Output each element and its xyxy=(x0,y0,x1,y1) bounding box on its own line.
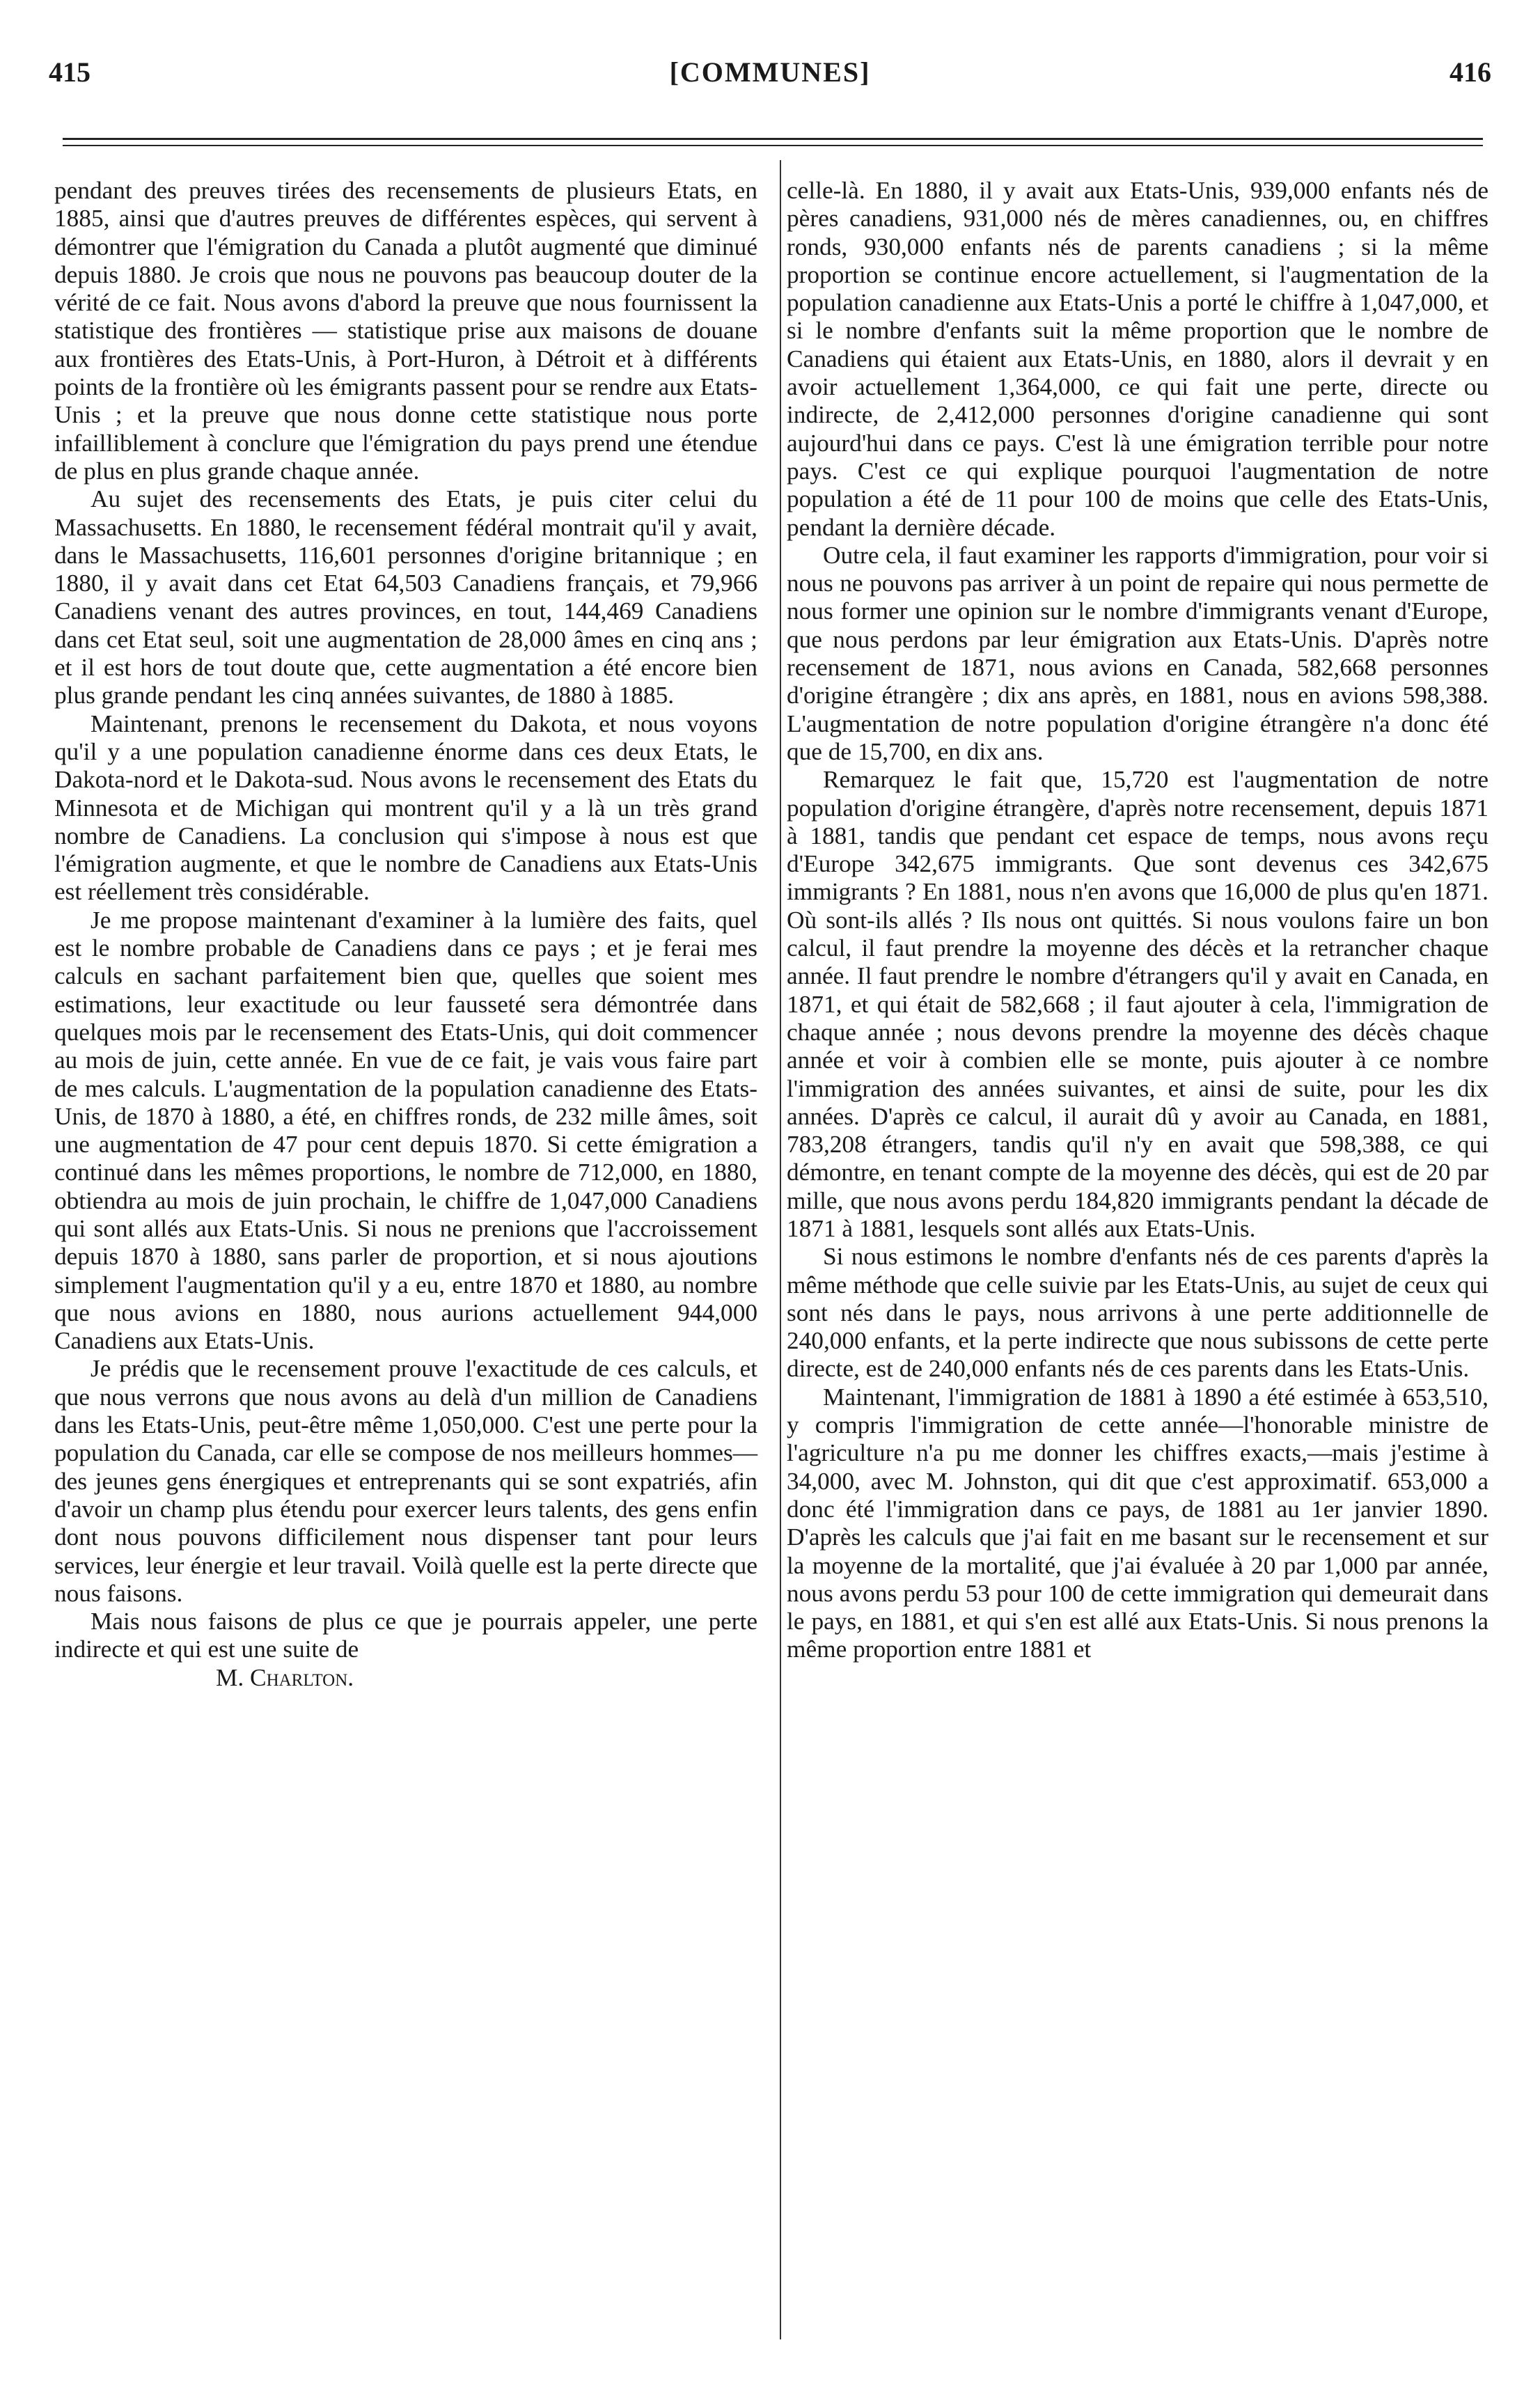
column-divider xyxy=(780,160,781,2339)
paragraph: Remarquez le fait que, 15,720 est l'augmentation de notre population d'origine étrangère, d'après notre recensement, depuis 1871 à 1881, tandis que pendant cet espace de temps, nous avons reçu d'Europe 342,675 immigrants. Que sont devenus ces 342,675 immigrants ? En 1881, nous n'en avons que 16,000 de plus qu'en 1871. Où sont-ils allés ? Ils nous ont quittés. Si nous voulons faire un bon calcul, il faut prendre la moyenne des décès et la retrancher chaque année. Il faut prendre le nombre d'étrangers qu'il y avait en Canada, en 1871, et qui était de 582,668 ; il faut ajouter à cela, l'immigration de chaque année ; nous devons prendre la moyenne des décès chaque année et voir à combien elle se monte, puis ajouter à ce nombre l'immigration des années suivantes, et ainsi de suite, pour les dix années. D'après ce calcul, il aurait dû y avoir au Canada, en 1881, 783,208 étrangers, tandis qu'il n'y en avait que 598,388, ce qui démontre, en tenant compte de la moyenne des décès, qui est de 20 par mille, que nous avons perdu 184,820 immigrants pendant la décade de 1871 à 1881, lesquels sont allés aux Etats-Unis. xyxy=(787,766,1488,1242)
paragraph: pendant des preuves tirées des recensements de plusieurs Etats, en 1885, ainsi que d'autres preuves de différentes espèces, qui servent à démontrer que l'émigration du Canada a plutôt augmenté que diminué depuis 1880. Je crois que nous ne pouvons pas beaucoup douter de la vérité de ce fait. Nous avons d'abord la preuve que nous fournissent la statistique des frontières — statistique prise aux maisons de douane aux frontières des Etats-Unis, à Port-Huron, à Détroit et à différents points de la frontière où les émigrants passent pour se rendre aux Etats-Unis ; et la preuve que nous donne cette statistique nous porte infailliblement à conclure que l'émigration du pays prend une étendue de plus en plus grande chaque année. xyxy=(54,177,757,485)
paragraph: Mais nous faisons de plus ce que je pourrais appeler, une perte indirecte et qui est une suite de xyxy=(54,1608,757,1663)
paragraph: Je prédis que le recensement prouve l'exactitude de ces calculs, et que nous verrons que nous avons au delà d'un million de Canadiens dans les Etats-Unis, peut-être même 1,050,000. C'est une perte pour la population du Canada, car elle se compose de nos meilleurs hommes—des jeunes gens énergiques et entreprenants qui se sont expatriés, afin d'avoir un champ plus étendu pour exercer leurs talents, des gens enfin dont nous pouvons difficilement nous dispenser tant pour leurs services, leur énergie et leur travail. Voilà quelle est la perte directe que nous faisons. xyxy=(54,1355,757,1607)
page-number-left: 415 xyxy=(49,56,91,88)
paragraph: Je me propose maintenant d'examiner à la lumière des faits, quel est le nombre probable de Canadiens dans ce pays ; et je ferai mes calculs en sachant parfaitement bien que, quelles que soient mes estimations, leur exactitude ou leur fausseté sera démontrée dans quelques mois par le recensement des Etats-Unis, qui doit commencer au mois de juin, cette année. En vue de ce fait, je vais vous faire part de mes calculs. L'augmentation de la population canadienne des Etats-Unis, de 1870 à 1880, a été, en chiffres ronds, de 232 mille âmes, soit une augmentation de 47 pour cent depuis 1870. Si cette émigration a continué dans les mêmes proportions, le nombre de 712,000, en 1880, obtiendra au mois de juin prochain, le chiffre de 1,047,000 Canadiens qui sont allés aux Etats-Unis. Si nous ne prenions que l'accroissement depuis 1870 à 1880, sans parler de proportion, et si nous ajoutions simplement l'augmentation qu'il y a eu, entre 1870 et 1880, au nombre que nous avions en 1880, nous aurions actuellement 944,000 Canadiens aux Etats-Unis. xyxy=(54,906,757,1355)
speaker-name: M. Charlton. xyxy=(216,1663,354,1691)
paragraph: Si nous estimons le nombre d'enfants nés de ces parents d'après la même méthode que celle suivie par les Etats-Unis, au sujet de ceux qui sont nés dans le pays, nous arrivons à une perte additionnelle de 240,000 enfants, et la perte indirecte que nous subissons de cette perte directe, est de 240,000 enfants nés de ces parents dans les Etats-Unis. xyxy=(787,1243,1488,1383)
running-title: [COMMUNES] xyxy=(669,56,871,88)
paragraph: Outre cela, il faut examiner les rapports d'immigration, pour voir si nous ne pouvons pas arriver à un point de repaire qui nous permette de nous former une opinion sur le nombre d'immigrants venant d'Europe, que nous perdons par leur émigration aux Etats-Unis. D'après notre recensement de 1871, nous avions en Canada, 582,668 personnes d'origine étrangère ; dix ans après, en 1881, nous en avions 598,388. L'augmentation de notre population d'origine étrangère n'a donc été que de 15,700, en dix ans. xyxy=(787,541,1488,765)
left-column xyxy=(54,177,757,1692)
paragraph: celle-là. En 1880, il y avait aux Etats-Unis, 939,000 enfants nés de pères canadiens, 931,000 nés de mères canadiennes, ou, en chiffres ronds, 930,000 enfants nés de parents canadiens ; si la même proportion se continue encore actuellement, si l'augmentation de la population canadienne aux Etats-Unis a porté le chiffre à 1,047,000, et si le nombre d'enfants suit la même proportion que le nombre de Canadiens qui étaient aux Etats-Unis, en 1880, alors il devrait y en avoir actuellement 1,364,000, ce qui fait une perte, directe ou indirecte, de 2,412,000 personnes d'origine canadienne qui sont aujourd'hui dans ce pays. C'est là une émigration terrible pour notre pays. C'est ce qui explique pourquoi l'augmentation de notre population a été de 11 pour 100 de moins que celle des Etats-Unis, pendant la dernière décade. xyxy=(787,177,1488,541)
paragraph: Maintenant, l'immigration de 1881 à 1890 a été estimée à 653,510, y compris l'immigration de cette année—l'honorable ministre de l'agriculture n'a pu me donner les chiffres exacts,—mais j'estime à 34,000, avec M. Johnston, qui dit que c'est approximatif. 653,000 a donc été l'immigration dans ce pays, de 1881 au 1er janvier 1890. D'après les calculs que j'ai fait en me basant sur le recensement et sur la moyenne de la mortalité, que j'ai évaluée à 20 par 1,000 par année, nous avons perdu 53 pour 100 de cette immigration qui demeurait dans le pays, en 1881, et qui s'en est allé aux Etats-Unis. Si nous prenons la même proportion entre 1881 et xyxy=(787,1383,1488,1663)
page-number-right: 416 xyxy=(1449,56,1491,88)
paragraph: Au sujet des recensements des Etats, je puis citer celui du Massachusetts. En 1880, le recensement fédéral montrait qu'il y avait, dans le Massachusetts, 116,601 personnes d'origine britannique ; en 1880, il y avait dans cet Etat 64,503 Canadiens français, et 79,966 Canadiens venant des autres provinces, en tout, 144,469 Canadiens dans cet Etat seul, soit une augmentation de 28,000 âmes en cinq ans ; et il est hors de tout doute que, cette augmentation a été encore bien plus grande pendant les cinq années suivantes, de 1880 à 1885. xyxy=(54,485,757,709)
header-rule-thick xyxy=(63,138,1483,140)
header-rule-thin xyxy=(63,145,1483,146)
right-column xyxy=(787,177,1488,1664)
paragraph: Maintenant, prenons le recensement du Dakota, et nous voyons qu'il y a une population canadienne énorme dans ces deux Etats, le Dakota-nord et le Dakota-sud. Nous avons le recensement des Etats du Minnesota et de Michigan qui montrent qu'il y a là un très grand nombre de Canadiens. La conclusion qui s'impose à nous est que l'émigration augmente, et que le nombre de Canadiens aux Etats-Unis est réellement très considérable. xyxy=(54,709,757,906)
page-header xyxy=(0,49,1540,104)
